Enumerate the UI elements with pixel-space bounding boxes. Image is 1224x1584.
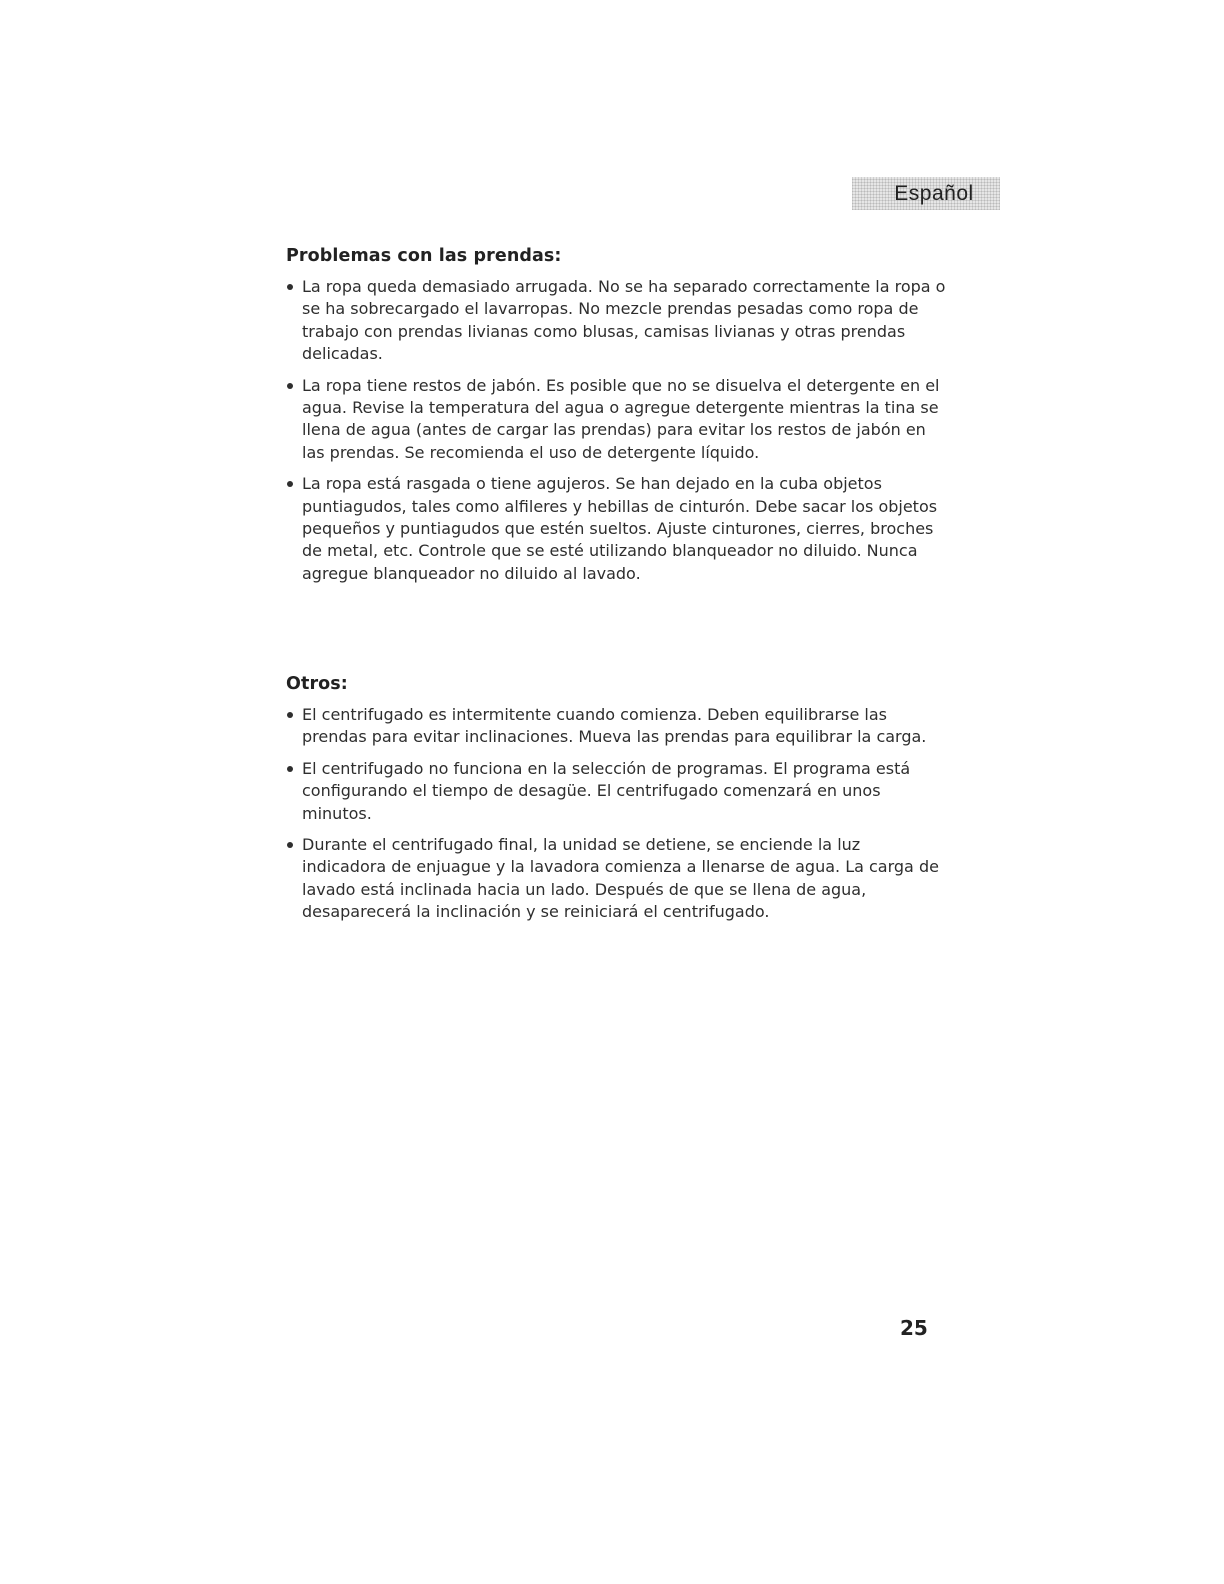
others-list (286, 704, 946, 924)
bullet-icon (287, 383, 293, 389)
list-item (286, 473, 946, 585)
list-item (286, 276, 946, 366)
page-number: 25 (900, 1316, 928, 1340)
list-item-text: La ropa está rasgada o tiene agujeros. Se han dejado en la cuba objetos puntiagudos, tales como alfileres y hebillas de cinturón. Debe sacar los objetos pequeños y puntiagudos que estén sueltos. Ajuste cinturones, cierres, broches de metal, etc. Controle que se esté utilizando blanqueador no diluido. Nunca agregue blanqueador no diluido al lavado. (302, 474, 938, 583)
clothing-problems-list (286, 276, 946, 585)
bullet-icon (287, 481, 293, 487)
language-tab-label: Español (894, 181, 974, 205)
bullet-icon (287, 284, 293, 290)
bullet-icon (287, 842, 293, 848)
list-item (286, 834, 946, 924)
section-clothing-problems (286, 246, 946, 594)
list-item (286, 758, 946, 825)
list-item (286, 704, 946, 749)
list-item (286, 375, 946, 465)
list-item-text: La ropa queda demasiado arrugada. No se ha separado correctamente la ropa o se ha sobrecargado el lavarropas. No mezcle prendas pesadas como ropa de trabajo con prendas livianas como blusas, camisas livianas y otras prendas delicadas. (302, 277, 946, 364)
bullet-icon (287, 766, 293, 772)
section-title-others: Otros: (286, 674, 348, 694)
bullet-icon (287, 712, 293, 718)
section-title-clothing-problems: Problemas con las prendas: (286, 246, 562, 266)
list-item-text: Durante el centrifugado final, la unidad se detiene, se enciende la luz indicadora de enjuague y la lavadora comienza a llenarse de agua. La carga de lavado está inclinada hacia un lado. Después de que se llena de agua, desaparecerá la inclinación y se reiniciará el centrifugado. (302, 835, 939, 922)
language-tab (852, 177, 1000, 210)
list-item-text: La ropa tiene restos de jabón. Es posible que no se disuelva el detergente en el agua. Revise la temperatura del agua o agregue detergente mientras la tina se llena de agua (antes de cargar las prendas) para evitar los restos de jabón en las prendas. Se recomienda el uso de detergente líquido. (302, 375, 940, 462)
list-item-text: El centrifugado no funciona en la selección de programas. El programa está configurando el tiempo de desagüe. El centrifugado comenzará en unos minutos. (302, 758, 911, 823)
list-item-text: El centrifugado es intermitente cuando comienza. Deben equilibrarse las prendas para evitar inclinaciones. Mueva las prendas para equilibrar la carga. (302, 705, 927, 747)
section-others (286, 674, 946, 933)
